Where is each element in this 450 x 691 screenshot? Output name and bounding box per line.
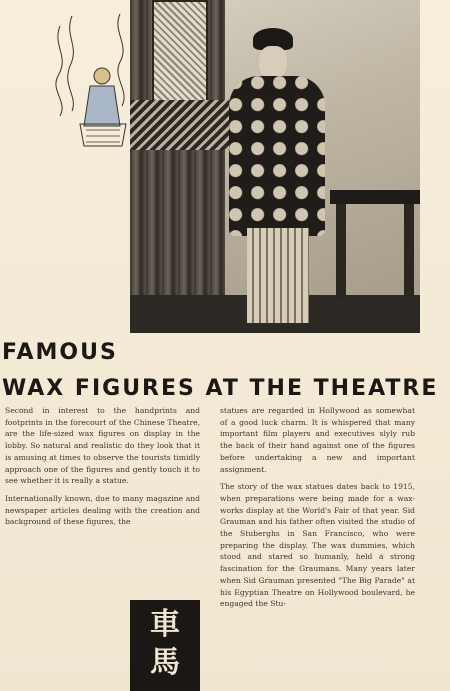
wax-figure-photo [130, 0, 420, 333]
seal-character: 車 [150, 607, 180, 642]
paragraph: The story of the wax statues dates back to 1915, when preparations were being made for a wax-works display at the World's Fair of that year. Sid Grauman and his father often visited the studio of the Stuberghs in San Francisco, who were preparing the display. The wax dummies, which stood and stared so humanly, held a strong fascination for the Graumans. Many years later when Sid Grauman presented "The Big Parade" at his Egyptian Theatre on Hollywood boulevard, he engaged the Stu- [220, 482, 415, 609]
article-column-left [5, 405, 200, 534]
paragraph: Internationally known, due to many magazine and newspaper articles dealing with the creation and background of these figures, the [5, 493, 200, 527]
title-line-2: WAX FIGURES AT THE THEATRE [2, 376, 439, 401]
paragraph: Second in interest to the handprints and footprints in the forecourt of the Chinese Theatre, are the life-sized wax figures on display in the lobby. So natural and realistic do they look that it is amusing at times to observe the tourists timidly approach one of the figures and gently touch it to see whether it is really a statue. [5, 406, 200, 486]
paragraph: statues are regarded in Hollywood as somewhat of a good luck charm. It is whispered that many important film players and executives slyly rub the back of their hand against one of the figures before undertaking a new and important assignment. [220, 406, 415, 474]
seal-character: 馬 [150, 645, 180, 680]
sketch-illustration [50, 6, 142, 156]
article-column-right [220, 405, 415, 616]
chinese-character-seal [130, 600, 200, 691]
wax-figure [225, 28, 335, 328]
title-line-1: FAMOUS [2, 340, 118, 365]
article-title [2, 336, 442, 406]
